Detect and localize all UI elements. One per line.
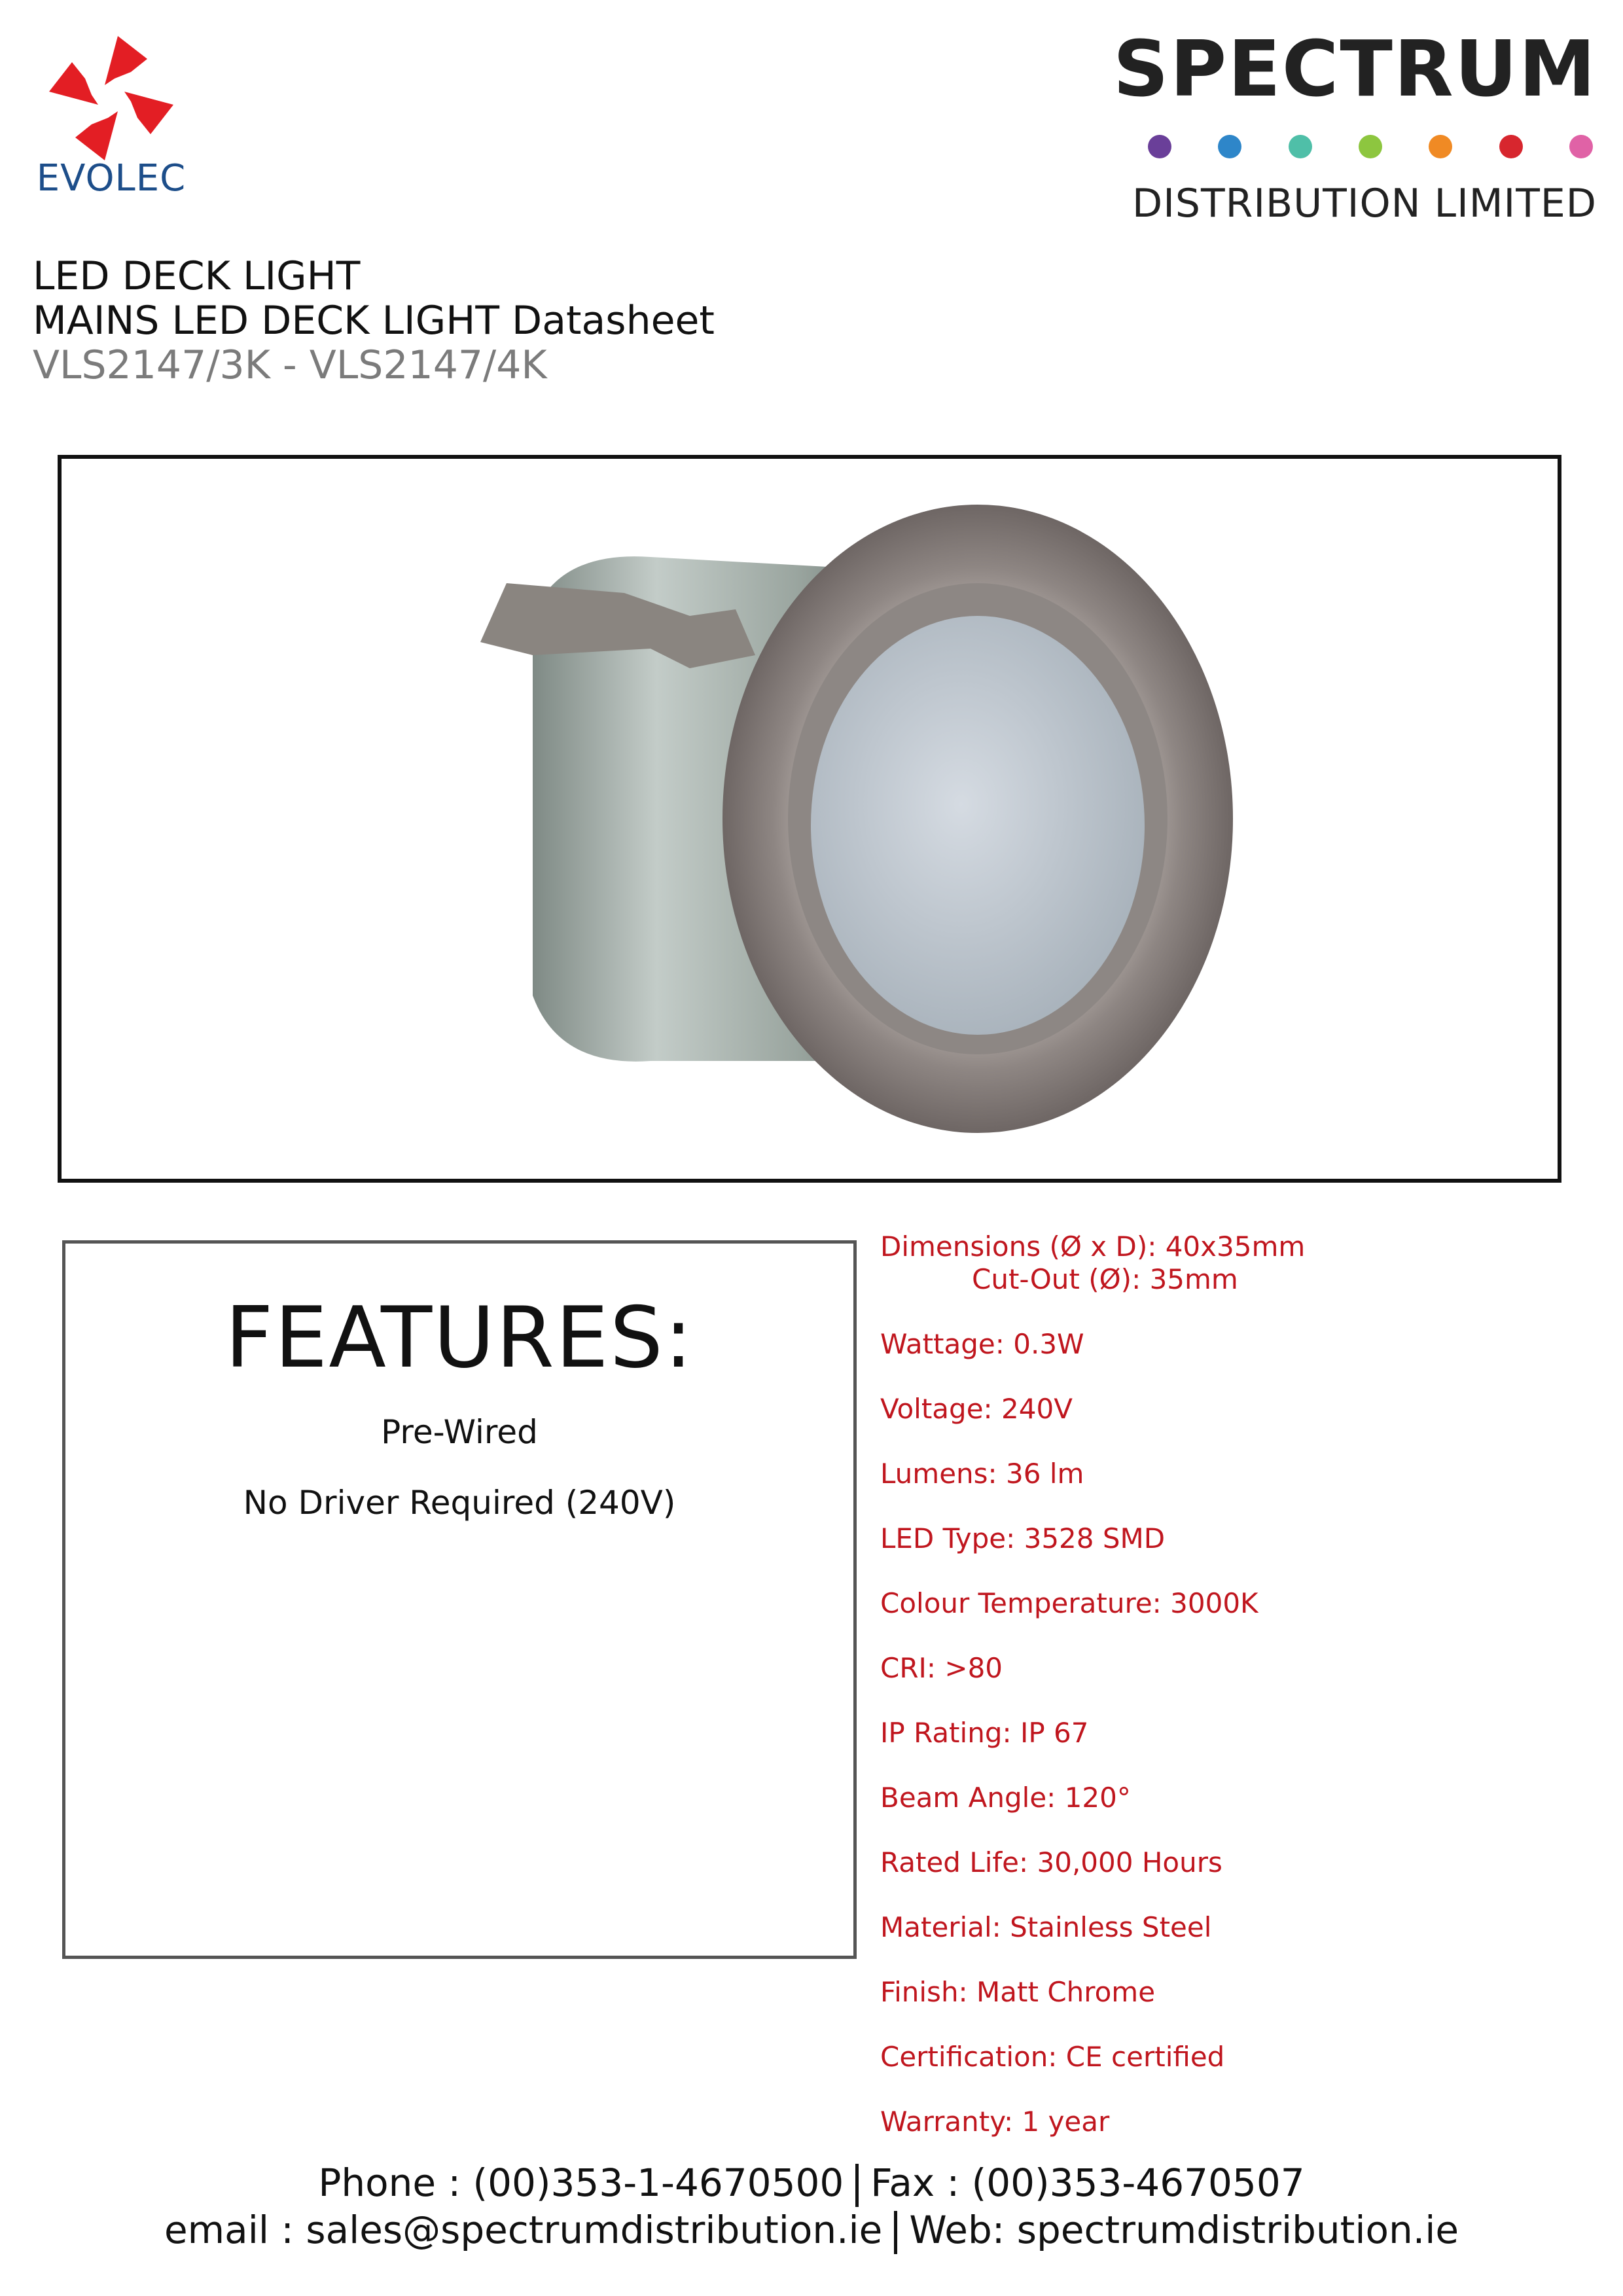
website: Web: spectrumdistribution.ie	[909, 2207, 1459, 2252]
product-image-frame	[58, 455, 1561, 1183]
footer-line-email-web	[0, 2207, 1623, 2254]
features-heading: FEATURES:	[224, 1289, 694, 1387]
spectrum-dot	[1499, 135, 1523, 158]
spec-finish: Finish: Matt Chrome	[880, 1976, 1156, 2008]
spectrum-wordmark: SPECTRUM	[1113, 24, 1597, 114]
spec-rated-life: Rated Life: 30,000 Hours	[880, 1846, 1222, 1878]
spec-colour-temperature: Colour Temperature: 3000K	[880, 1587, 1258, 1619]
footer-separator	[894, 2211, 897, 2254]
email-address: email : sales@spectrumdistribution.ie	[164, 2207, 883, 2252]
spectrum-dot	[1289, 135, 1312, 158]
evolec-pinwheel-icon	[36, 26, 187, 164]
spectrum-dot	[1429, 135, 1452, 158]
spec-certification: Certification: CE certified	[880, 2041, 1225, 2073]
spec-beam-angle: Beam Angle: 120°	[880, 1782, 1131, 1814]
features-box	[62, 1240, 857, 1959]
spec-led-type: LED Type: 3528 SMD	[880, 1522, 1166, 1554]
evolec-logo	[33, 26, 190, 203]
datasheet-title: MAINS LED DECK LIGHT Datasheet	[33, 298, 715, 344]
fax-number: Fax : (00)353-4670507	[870, 2161, 1305, 2205]
spec-voltage: Voltage: 240V	[880, 1393, 1073, 1425]
specification-list	[880, 1230, 1587, 2170]
spec-dimensions: Dimensions (Ø x D): 40x35mm	[880, 1230, 1306, 1263]
product-codes: VLS2147/3K - VLS2147/4K	[33, 342, 547, 388]
footer-separator	[855, 2164, 859, 2207]
deck-light-product-image	[62, 459, 1558, 1179]
spec-material: Material: Stainless Steel	[880, 1911, 1212, 1943]
evolec-wordmark: EVOLEC	[36, 157, 187, 200]
spectrum-color-dots	[1148, 135, 1593, 158]
feature-item: No Driver Required (240V)	[243, 1484, 676, 1522]
spec-cutout: Cut-Out (Ø): 35mm	[972, 1263, 1238, 1295]
spec-cri: CRI: >80	[880, 1652, 1003, 1684]
spectrum-dot	[1148, 135, 1171, 158]
phone-number: Phone : (00)353-1-4670500	[318, 2161, 844, 2205]
spectrum-dot	[1569, 135, 1593, 158]
document-title-block	[33, 254, 949, 387]
contact-footer	[0, 2160, 1623, 2254]
feature-item: Pre-Wired	[381, 1413, 538, 1451]
spectrum-logo	[1099, 24, 1597, 226]
footer-line-phone-fax	[0, 2160, 1623, 2207]
spectrum-dot	[1359, 135, 1382, 158]
spec-warranty: Warranty: 1 year	[880, 2106, 1110, 2138]
spec-wattage: Wattage: 0.3W	[880, 1328, 1084, 1360]
spectrum-subtitle: DISTRIBUTION LIMITED	[1132, 181, 1597, 226]
spectrum-dot	[1218, 135, 1241, 158]
spec-lumens: Lumens: 36 lm	[880, 1458, 1084, 1490]
spec-ip-rating: IP Rating: IP 67	[880, 1717, 1089, 1749]
product-category-title: LED DECK LIGHT	[33, 253, 361, 299]
